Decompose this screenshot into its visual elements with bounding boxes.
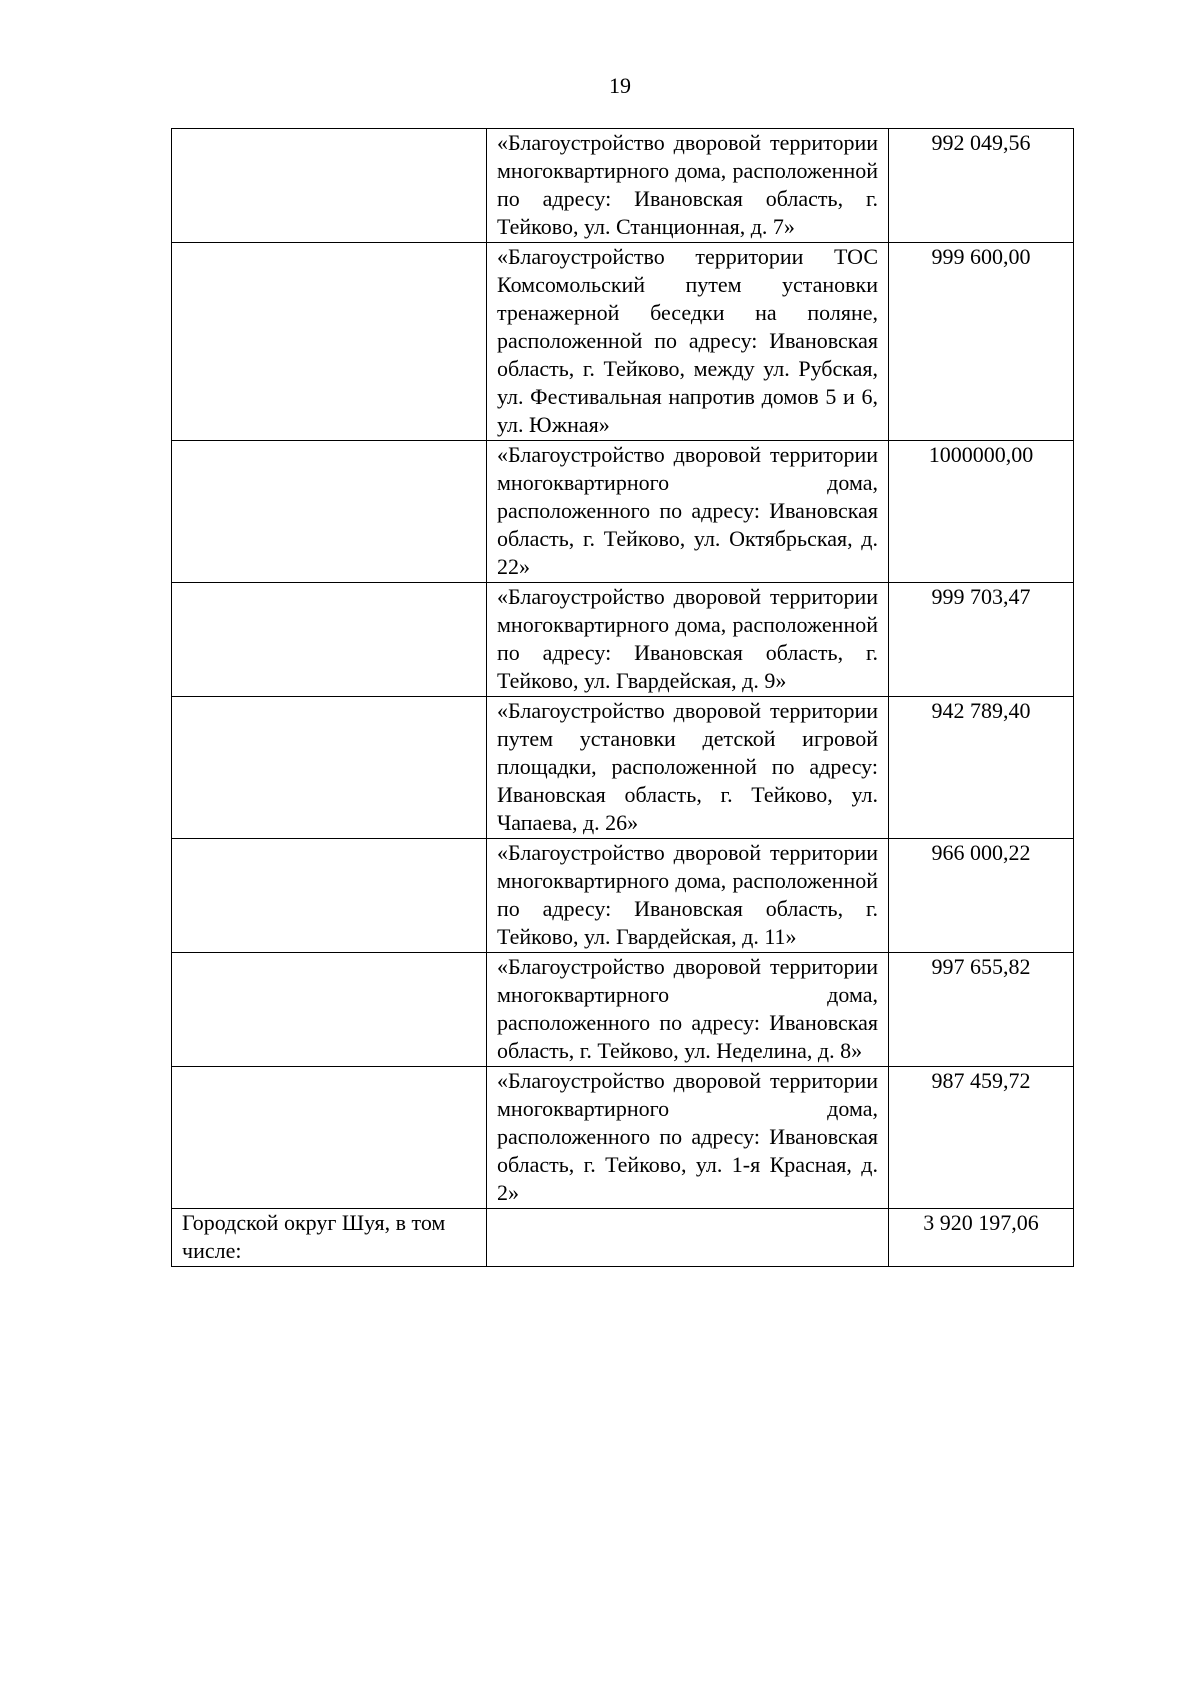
region-cell	[172, 129, 487, 243]
amount-cell: 3 920 197,06	[889, 1209, 1074, 1267]
amount-cell: 997 655,82	[889, 953, 1074, 1067]
table-row	[172, 583, 1074, 697]
amount-cell: 999 600,00	[889, 243, 1074, 441]
project-cell: «Благоустройство дворовой территории многоквартирного дома, расположенной по адресу: Ивановская область, г. Тейково, ул. Гвардейская, д. 11»	[487, 839, 889, 953]
project-cell: «Благоустройство дворовой территории многоквартирного дома, расположенного по адресу: Ивановская область, г. Тейково, ул. Неделина, д. 8»	[487, 953, 889, 1067]
amount-cell: 987 459,72	[889, 1067, 1074, 1209]
table-row	[172, 441, 1074, 583]
table-row	[172, 1067, 1074, 1209]
table-body	[172, 129, 1074, 1267]
project-cell: «Благоустройство дворовой территории многоквартирного дома, расположенного по адресу: Ивановская область, г. Тейково, ул. Октябрьская, д. 22»	[487, 441, 889, 583]
table-row	[172, 243, 1074, 441]
table-row	[172, 953, 1074, 1067]
amount-cell: 966 000,22	[889, 839, 1074, 953]
region-cell	[172, 697, 487, 839]
table-row	[172, 839, 1074, 953]
region-cell	[172, 243, 487, 441]
project-cell: «Благоустройство дворовой территории многоквартирного дома, расположенного по адресу: Ивановская область, г. Тейково, ул. 1-я Красная, д. 2»	[487, 1067, 889, 1209]
region-cell	[172, 441, 487, 583]
project-cell	[487, 1209, 889, 1267]
page-number: 19	[609, 73, 631, 98]
amount-cell: 992 049,56	[889, 129, 1074, 243]
region-cell	[172, 839, 487, 953]
project-cell: «Благоустройство территории ТОС Комсомольский путем установки тренажерной беседки на поляне, расположенной по адресу: Ивановская область, г. Тейково, между ул. Рубская, ул. Фестивальная напротив домов 5 и 6, ул. Южная»	[487, 243, 889, 441]
region-cell	[172, 583, 487, 697]
amount-cell: 1000000,00	[889, 441, 1074, 583]
region-cell	[172, 953, 487, 1067]
project-cell: «Благоустройство дворовой территории многоквартирного дома, расположенной по адресу: Ивановская область, г. Тейково, ул. Гвардейская, д. 9»	[487, 583, 889, 697]
table-row-subtotal	[172, 1209, 1074, 1267]
project-cell: «Благоустройство дворовой территории путем установки детской игровой площадки, расположенной по адресу: Ивановская область, г. Тейково, ул. Чапаева, д. 26»	[487, 697, 889, 839]
table-row	[172, 129, 1074, 243]
amount-cell: 942 789,40	[889, 697, 1074, 839]
region-cell: Городской округ Шуя, в том числе:	[172, 1209, 487, 1267]
budget-table	[171, 128, 1074, 1267]
table-row	[172, 697, 1074, 839]
project-cell: «Благоустройство дворовой территории многоквартирного дома, расположенной по адресу: Ивановская область, г. Тейково, ул. Станционная, д. 7»	[487, 129, 889, 243]
region-cell	[172, 1067, 487, 1209]
amount-cell: 999 703,47	[889, 583, 1074, 697]
